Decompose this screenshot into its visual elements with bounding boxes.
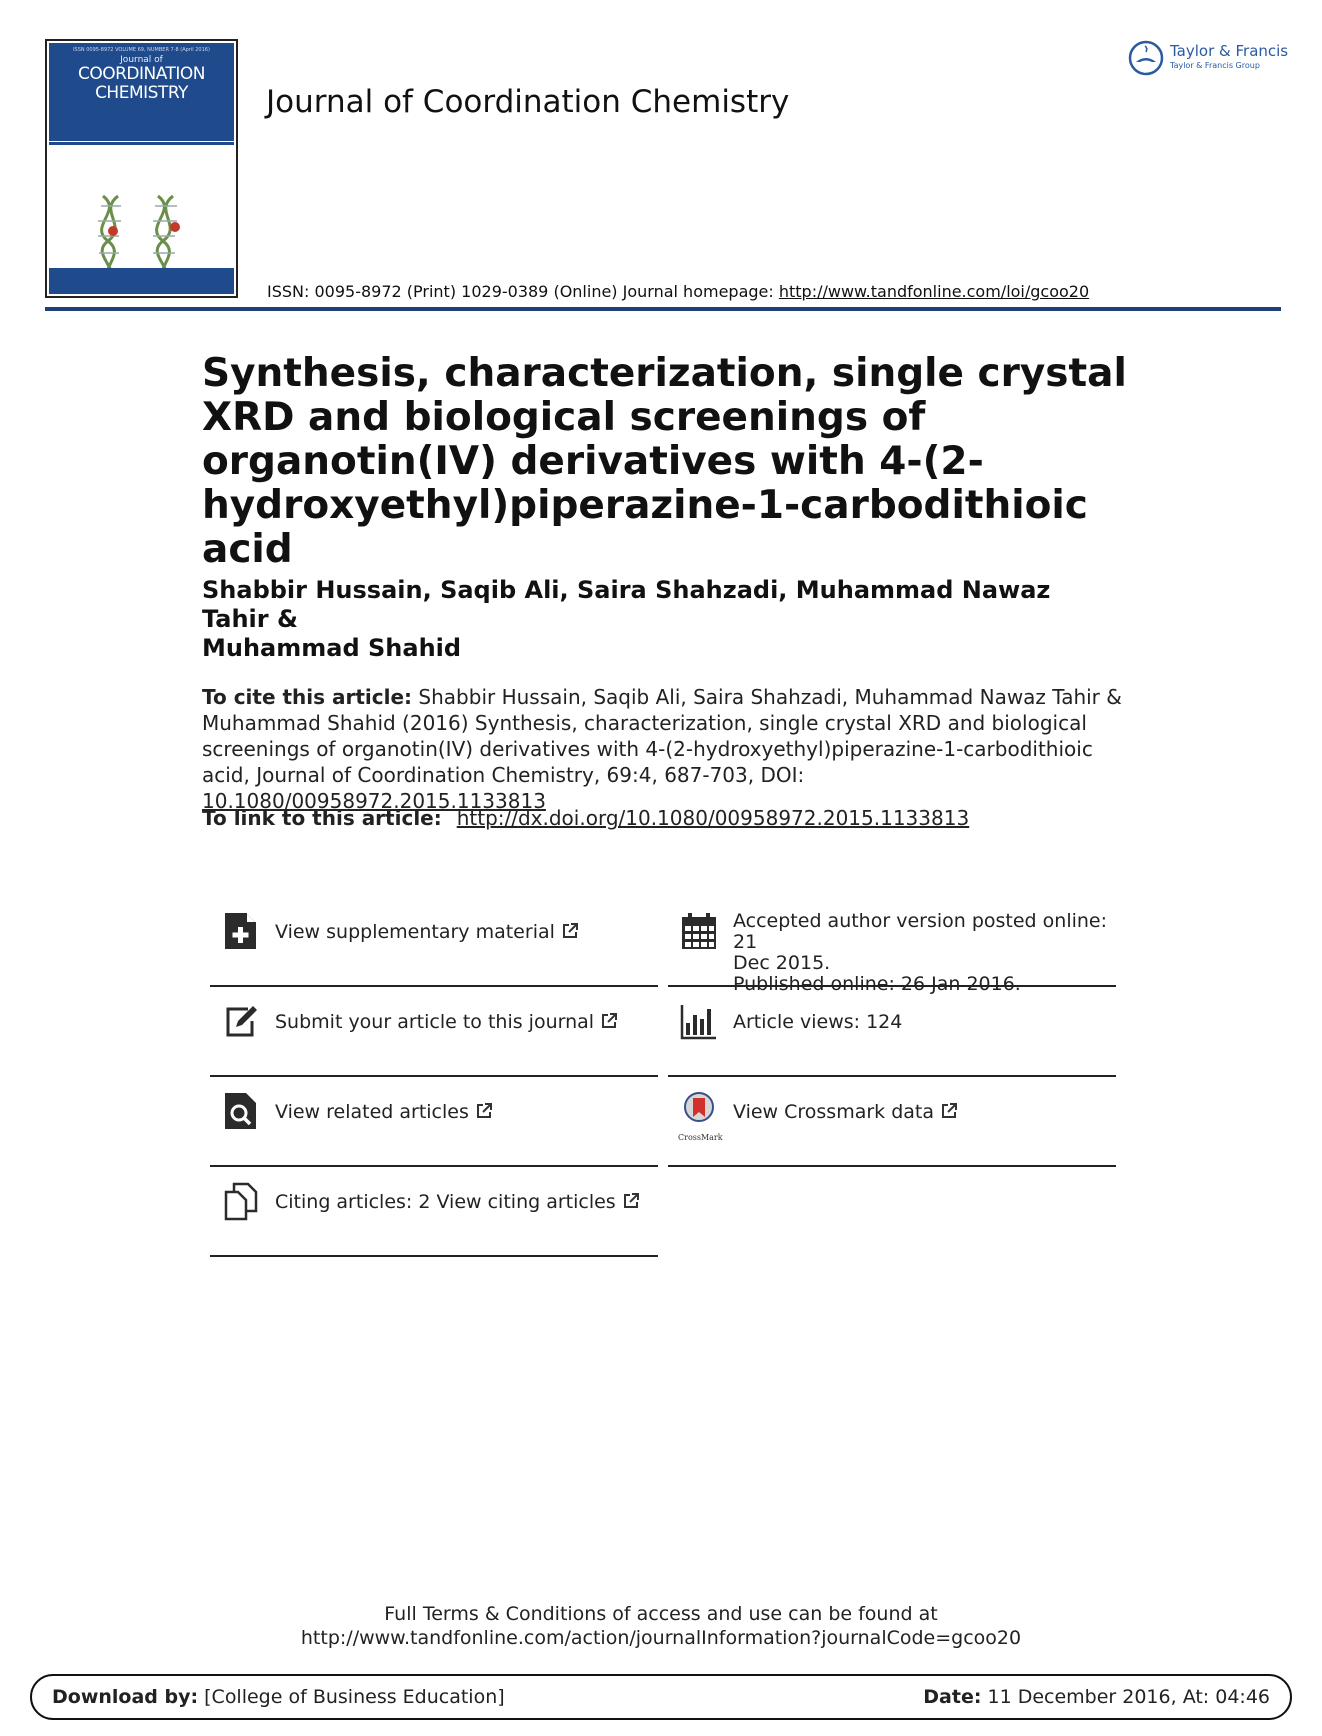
related-label: View related articles	[275, 1101, 469, 1123]
publisher-name: Taylor & Francis	[1170, 42, 1289, 60]
citing-cell[interactable]	[210, 1169, 658, 1257]
taylor-francis-lamp-icon	[1128, 40, 1164, 76]
cite-label: To cite this article:	[202, 685, 413, 709]
cover-band	[49, 43, 234, 141]
terms-notice	[0, 1602, 1322, 1650]
article-authors	[202, 576, 1102, 663]
cover-name-line2: CHEMISTRY	[95, 83, 188, 103]
external-link-icon	[475, 1102, 493, 1120]
citation-block	[202, 684, 1132, 814]
search-file-icon	[222, 1091, 260, 1131]
authors-line2: Muhammad Shahid	[202, 634, 462, 662]
crossmark-icon	[680, 1091, 718, 1131]
cover-journal-of: Journal of	[120, 55, 163, 65]
edit-icon	[222, 1001, 260, 1041]
journal-title: Journal of Coordination Chemistry	[266, 84, 790, 120]
cover-issn-line: ISSN 0095-8972 VOLUME 69, NUMBER 7-8 (April 2016)	[73, 47, 210, 53]
download-value: [College of Business Education]	[198, 1686, 505, 1708]
crossmark-cell[interactable]	[668, 1079, 1116, 1167]
accepted-line2: Dec 2015.	[733, 952, 831, 974]
date-label: Date:	[923, 1686, 982, 1708]
journal-cover-image	[45, 39, 238, 298]
file-plus-icon	[222, 911, 260, 951]
download-by	[52, 1686, 505, 1708]
copy-icon	[222, 1181, 260, 1221]
external-link-icon	[622, 1192, 640, 1210]
publisher-subname: Taylor & Francis Group	[1170, 61, 1260, 70]
journal-homepage-link[interactable]: http://www.tandfonline.com/loi/gcoo20	[778, 282, 1090, 301]
published-date: Published online: 26 Jan 2016.	[733, 973, 1021, 995]
header-divider	[45, 307, 1281, 311]
related-cell[interactable]	[210, 1079, 658, 1167]
supplementary-label: View supplementary material	[275, 921, 555, 943]
submit-label: Submit your article to this journal	[275, 1011, 595, 1033]
terms-line1: Full Terms & Conditions of access and use can be found at	[384, 1603, 938, 1625]
download-info-bar	[30, 1674, 1292, 1720]
download-label: Download by:	[52, 1686, 199, 1708]
link-block	[202, 806, 969, 830]
accepted-line1: Accepted author version posted online: 21	[733, 910, 1108, 953]
article-doi-link[interactable]: http://dx.doi.org/10.1080/00958972.2015.1133813	[456, 806, 970, 830]
crossmark-logo-text: CrossMark	[678, 1133, 723, 1142]
crossmark-label: View Crossmark data	[733, 1101, 935, 1123]
citing-label: Citing articles: 2 View citing articles	[275, 1191, 616, 1213]
download-date	[923, 1686, 1270, 1708]
issn-text: ISSN: 0095-8972 (Print) 1029-0389 (Online) Journal homepage:	[267, 282, 779, 301]
cite-doi-link[interactable]: 10.1080/00958972.2015.1133813	[202, 789, 546, 813]
date-value: 11 December 2016, At: 04:46	[981, 1686, 1270, 1708]
external-link-icon	[600, 1012, 618, 1030]
authors-line1: Shabbir Hussain, Saqib Ali, Saira Shahzadi, Muhammad Nawaz Tahir &	[202, 576, 1051, 633]
link-label: To link to this article:	[202, 806, 449, 830]
terms-url[interactable]: http://www.tandfonline.com/action/journalInformation?journalCode=gcoo20	[300, 1627, 1022, 1649]
bar-chart-icon	[680, 1001, 718, 1041]
calendar-icon	[680, 911, 718, 951]
dates-cell	[668, 899, 1116, 995]
article-views: Article views: 124	[733, 1011, 903, 1033]
external-link-icon	[940, 1102, 958, 1120]
cover-stripe	[49, 142, 234, 179]
views-cell	[668, 989, 1116, 1077]
cite-text: Shabbir Hussain, Saqib Ali, Saira Shahzadi, Muhammad Nawaz Tahir & Muhammad Shahid (2016) Synthesis, characterization, single crystal XRD and biological screenings of organotin(IV) derivatives with 4-(2-hydroxyethyl)piperazine-1-carbodithioic acid, Journal of Coordination Chemistry, 69:4, 687-703, DOI:	[202, 685, 1122, 787]
article-title: Synthesis, characterization, single crystal XRD and biological screenings of organotin(IV) derivatives with 4-(2-hydroxyethyl)piperazine-1-carbodithioic acid	[202, 351, 1127, 572]
cover-bottom-band	[49, 268, 234, 294]
publisher-logo[interactable]	[1128, 38, 1288, 78]
supplementary-cell[interactable]	[210, 899, 658, 987]
cover-name-line1: COORDINATION	[77, 64, 206, 84]
submit-cell[interactable]	[210, 989, 658, 1077]
external-link-icon	[561, 922, 579, 940]
issn-line	[267, 282, 1089, 301]
